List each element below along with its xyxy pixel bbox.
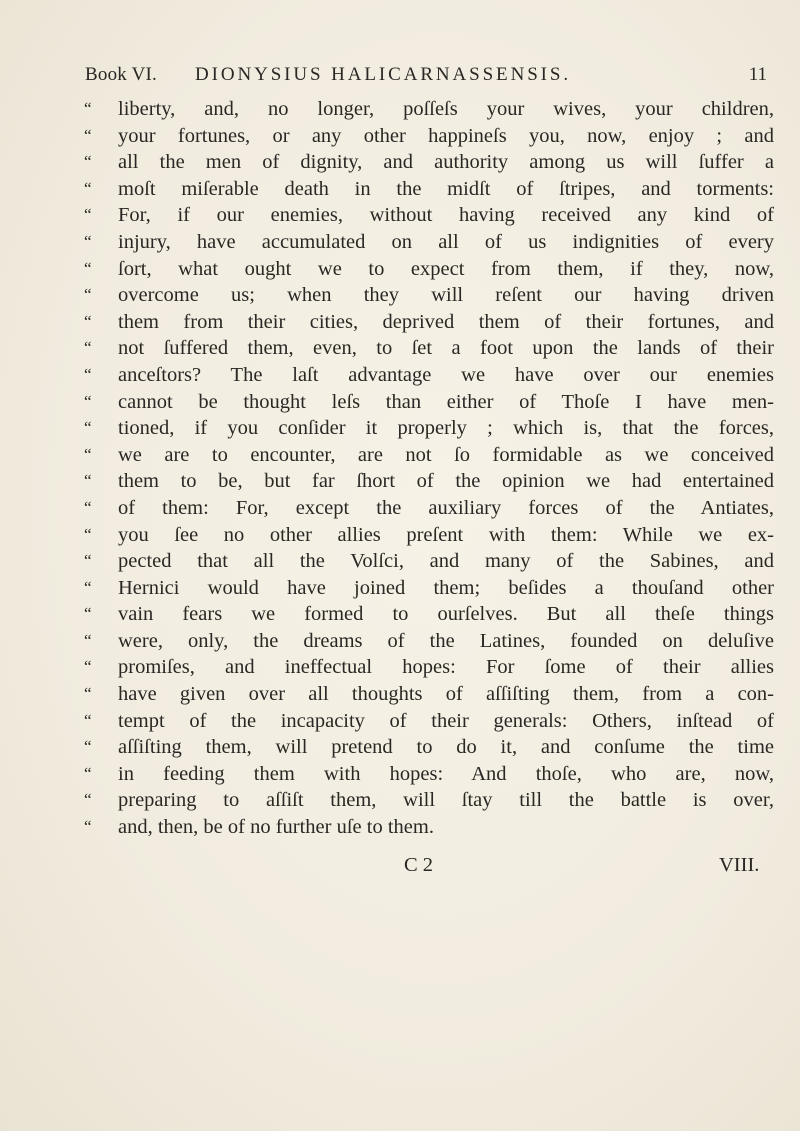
text-line [84, 681, 774, 708]
quote-mark: “ [84, 657, 92, 677]
quote-mark: “ [84, 763, 92, 783]
text-line [84, 708, 774, 735]
text-line [84, 256, 774, 283]
text-line [84, 734, 774, 761]
line-text: tempt of the incapacity of their generals: Others, inſtead of [118, 709, 774, 732]
line-text: Hernici would have joined them; beſides a thouſand other [118, 576, 774, 599]
quote-mark: “ [84, 99, 92, 118]
text-line [84, 495, 774, 522]
line-text: liberty, and, no longer, poſſeſs your wives, your children, [118, 98, 774, 120]
line-text: and, then, be of no further uſe to them. [118, 816, 434, 839]
line-text: we are to encounter, are not ſo formidable as we conceived [118, 443, 774, 466]
quote-mark: “ [84, 710, 92, 730]
text-line [84, 229, 774, 256]
line-text: moſt miſerable death in the midſt of ſtripes, and torments: [118, 177, 774, 200]
running-title: DIONYSIUS HALICARNASSENSIS. [195, 64, 572, 85]
text-line [84, 654, 774, 681]
page-footer [0, 854, 800, 880]
quote-mark: “ [84, 790, 92, 810]
quote-mark: “ [84, 338, 92, 358]
page-number: 11 [748, 64, 767, 85]
text-line [84, 787, 774, 814]
text-line [84, 601, 774, 628]
quote-mark: “ [84, 205, 92, 225]
text-line [84, 123, 774, 150]
text-line [84, 149, 774, 176]
text-line [84, 96, 774, 123]
quote-mark: “ [84, 418, 92, 438]
line-text: aſſiſting them, will pretend to do it, and conſume the time [118, 736, 774, 759]
quote-mark: “ [84, 524, 92, 544]
line-text: vain fears we formed to ourſelves. But all theſe things [118, 603, 774, 626]
line-text: tioned, if you conſider it properly ; which is, that the forces, [118, 417, 774, 440]
line-text: in feeding them with hopes: And thoſe, who are, now, [118, 762, 774, 785]
line-text: them to be, but far ſhort of the opinion we had entertained [118, 470, 774, 493]
text-line [84, 335, 774, 362]
quote-mark: “ [84, 684, 92, 704]
text-line [84, 522, 774, 549]
line-text: cannot be thought leſs than either of Thoſe I have men- [118, 390, 774, 413]
catchword: VIII. [719, 854, 760, 876]
text-line [84, 282, 774, 309]
quote-mark: “ [84, 125, 92, 145]
line-text: overcome us; when they will reſent our having driven [118, 284, 774, 307]
text-line [84, 548, 774, 575]
text-line [84, 415, 774, 442]
line-text: them from their cities, deprived them of their fortunes, and [118, 310, 774, 333]
quote-mark: “ [84, 178, 92, 198]
quote-mark: “ [84, 311, 92, 331]
quote-mark: “ [84, 551, 92, 571]
quote-mark: “ [84, 817, 92, 837]
quote-mark: “ [84, 630, 92, 650]
line-text: not ſuffered them, even, to ſet a foot upon the lands of their [118, 337, 774, 360]
line-text: have given over all thoughts of aſſiſting them, from a con- [118, 683, 774, 706]
quote-mark: “ [84, 258, 92, 278]
line-text: pected that all the Volſci, and many of the Sabines, and [118, 550, 774, 573]
quote-mark: “ [84, 577, 92, 597]
line-text: your fortunes, or any other happineſs you, now, enjoy ; and [118, 124, 774, 147]
quote-mark: “ [84, 391, 92, 411]
body-text [84, 96, 774, 841]
line-text: preparing to aſſiſt them, will ſtay till the battle is over, [118, 789, 774, 812]
quote-mark: “ [84, 444, 92, 464]
quote-mark: “ [84, 737, 92, 757]
line-text: all the men of dignity, and authority among us will ſuffer a [118, 151, 774, 174]
quote-mark: “ [84, 152, 92, 172]
text-line [84, 309, 774, 336]
line-text: injury, have accumulated on all of us indignities of every [118, 230, 774, 253]
line-text: of them: For, except the auxiliary forces of the Antiates, [118, 496, 774, 519]
line-text: anceſtors? The laſt advantage we have over our enemies [118, 363, 774, 386]
line-text: For, if our enemies, without having received any kind of [118, 204, 774, 227]
line-text: promiſes, and ineffectual hopes: For ſome of their allies [118, 656, 774, 679]
quote-mark: “ [84, 364, 92, 384]
text-line [84, 814, 774, 841]
quote-mark: “ [84, 497, 92, 517]
text-line [84, 362, 774, 389]
line-text: were, only, the dreams of the Latines, founded on deluſive [118, 629, 774, 652]
running-header [85, 64, 767, 90]
book-number: Book VI. [85, 64, 157, 85]
text-line [84, 575, 774, 602]
text-line [84, 628, 774, 655]
line-text: ſort, what ought we to expect from them, if they, now, [118, 257, 774, 280]
text-line [84, 761, 774, 788]
text-line [84, 442, 774, 469]
quote-mark: “ [84, 285, 92, 305]
text-line [84, 389, 774, 416]
text-line [84, 468, 774, 495]
quote-mark: “ [84, 471, 92, 491]
signature-mark: C 2 [404, 854, 434, 876]
text-line [84, 202, 774, 229]
quote-mark: “ [84, 604, 92, 624]
quote-mark: “ [84, 231, 92, 251]
text-line [84, 176, 774, 203]
line-text: you ſee no other allies preſent with them: While we ex- [118, 523, 774, 546]
